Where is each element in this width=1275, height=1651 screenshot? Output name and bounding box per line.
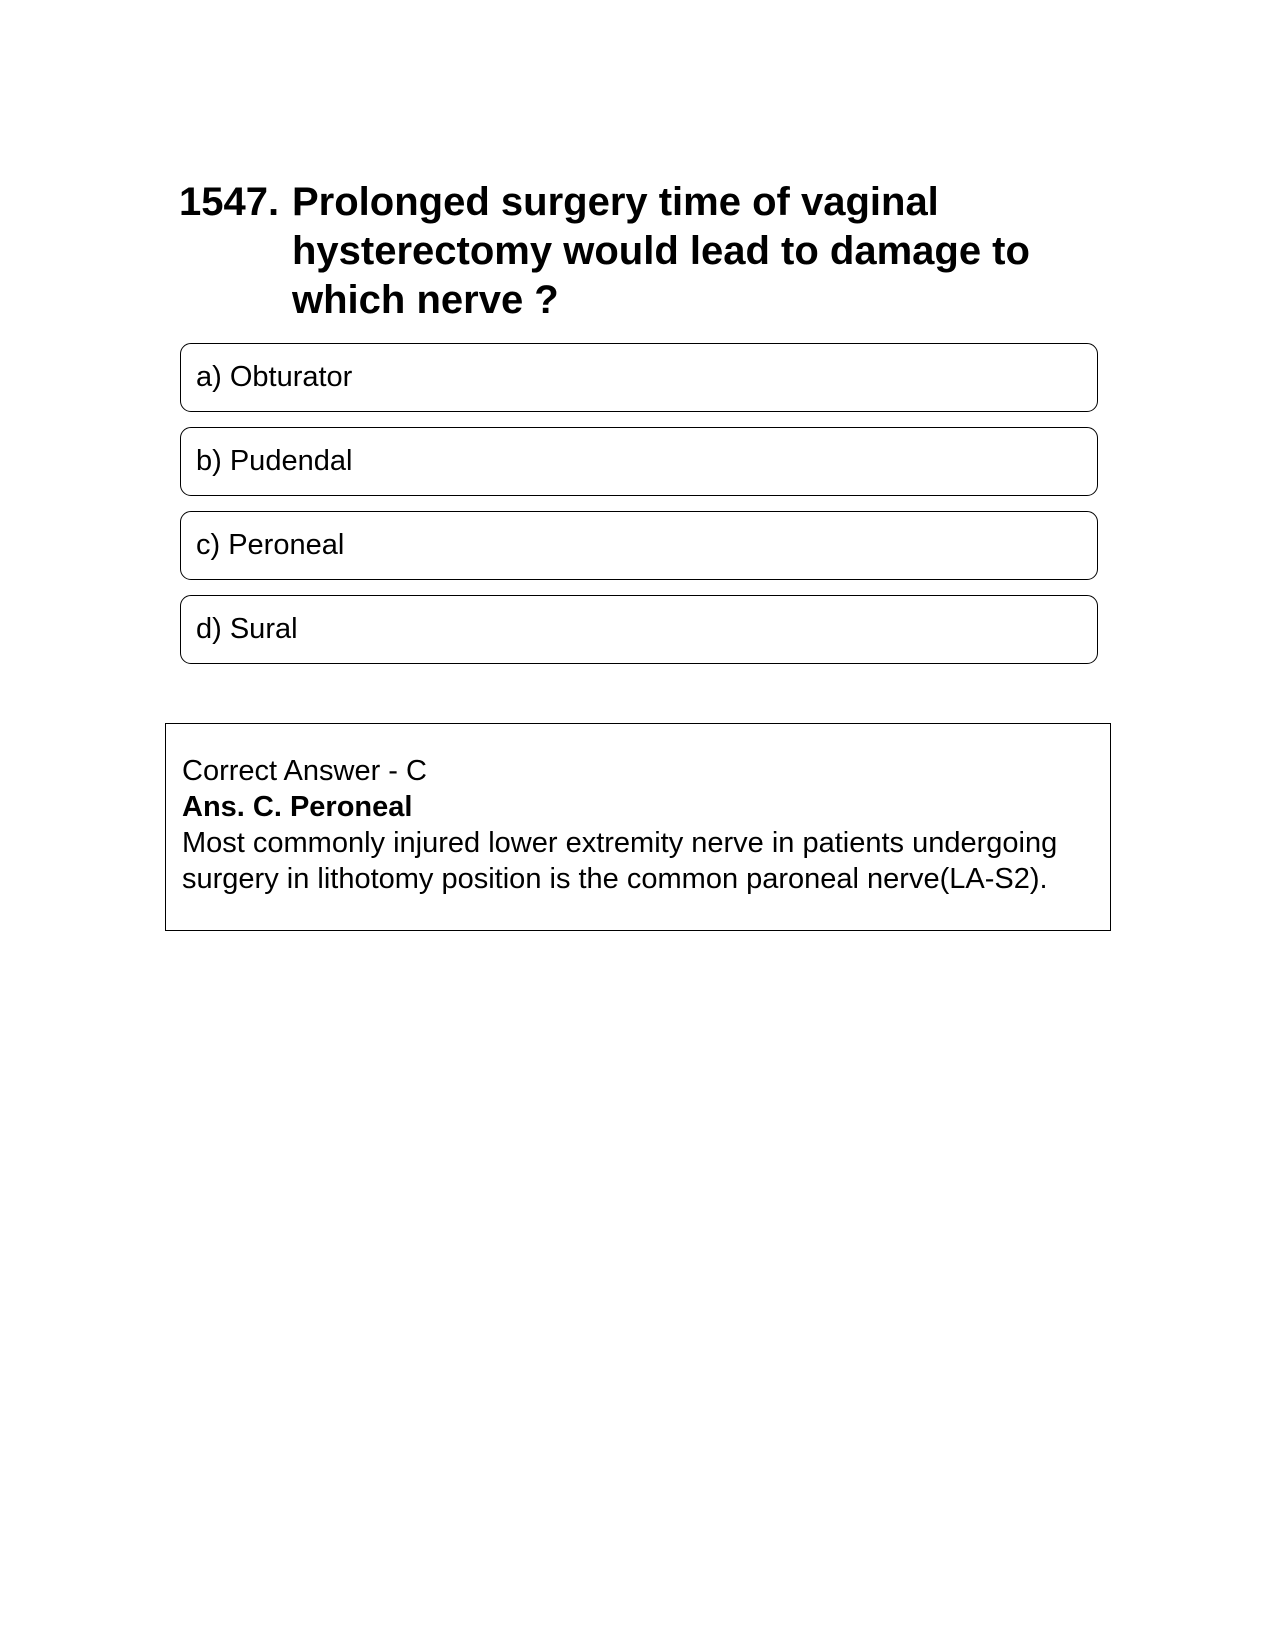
question-text: Prolonged surgery time of vaginal hysterectomy would lead to damage to which nerve ? (292, 180, 1030, 322)
options-list (180, 343, 1098, 679)
question-number: 1547. (179, 180, 280, 224)
option-d[interactable]: d) Sural (180, 595, 1098, 664)
option-c[interactable]: c) Peroneal (180, 511, 1098, 580)
option-b[interactable]: b) Pudendal (180, 427, 1098, 496)
correct-answer-line: Correct Answer - C (182, 755, 427, 787)
answer-explanation-box (165, 723, 1111, 931)
answer-heading: Ans. C. Peroneal (182, 791, 413, 823)
answer-explanation: Most commonly injured lower extremity nerve in patients undergoing surgery in lithotomy position is the common paroneal nerve(LA-S2). (182, 827, 1058, 895)
option-a[interactable]: a) Obturator (180, 343, 1098, 412)
question-heading (179, 178, 1099, 325)
